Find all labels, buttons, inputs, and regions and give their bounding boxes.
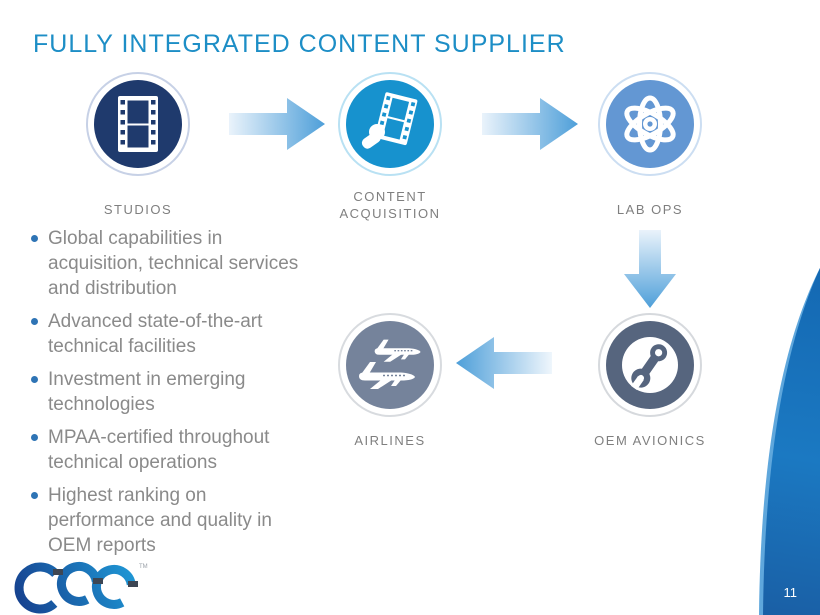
arrow-right-content-to-labops	[482, 96, 578, 152]
node-lab-ops	[598, 72, 702, 176]
bullet-list	[30, 226, 302, 566]
hand-shape	[360, 124, 385, 151]
trademark-symbol: TM	[139, 564, 148, 570]
node-label-content-acquisition: CONTENT ACQUISITION	[339, 189, 441, 221]
node-airlines	[338, 313, 442, 417]
bullet-text: Highest ranking on performance and quality in OEM reports	[48, 485, 272, 556]
bullet-item	[30, 309, 302, 359]
node-label-lab-ops: LAB OPS	[616, 202, 684, 217]
bullet-item	[30, 425, 302, 475]
node-disc	[346, 321, 434, 409]
corner-swoosh	[748, 263, 820, 615]
node-disc	[606, 80, 694, 168]
bullet-text: Advanced state-of-the-art technical facilities	[48, 311, 263, 357]
arrow-down-labops-to-oem	[622, 230, 678, 308]
airplanes-icon	[357, 336, 423, 394]
page-number: 11	[783, 585, 797, 600]
node-oem-avionics	[598, 313, 702, 417]
wrench-icon	[619, 334, 681, 396]
slide-title: FULLY INTEGRATED CONTENT SUPPLIER	[33, 30, 566, 58]
arrow-left-oem-to-airlines	[456, 335, 552, 391]
node-disc	[346, 80, 434, 168]
atom-icon	[619, 93, 681, 155]
film-strip-icon	[117, 96, 159, 152]
bullet-text: MPAA-certified throughout technical operations	[48, 427, 270, 473]
node-disc	[94, 80, 182, 168]
node-disc	[606, 321, 694, 409]
arrow-right-studios-to-content	[229, 96, 325, 152]
node-content-acquisition	[338, 72, 442, 176]
hand-film-strip-icon	[357, 91, 423, 157]
bullet-item	[30, 226, 302, 301]
node-studios	[86, 72, 190, 176]
node-label-oem-avionics: OEM AVIONICS	[594, 433, 706, 448]
node-label-studios: STUDIOS	[103, 202, 173, 217]
bullet-item	[30, 483, 302, 558]
gee-logo	[8, 558, 148, 615]
bullet-text: Investment in emerging technologies	[48, 369, 246, 415]
node-label-airlines: AIRLINES	[354, 433, 426, 448]
bullet-text: Global capabilities in acquisition, technical services and distribution	[48, 228, 299, 299]
bullet-item	[30, 367, 302, 417]
